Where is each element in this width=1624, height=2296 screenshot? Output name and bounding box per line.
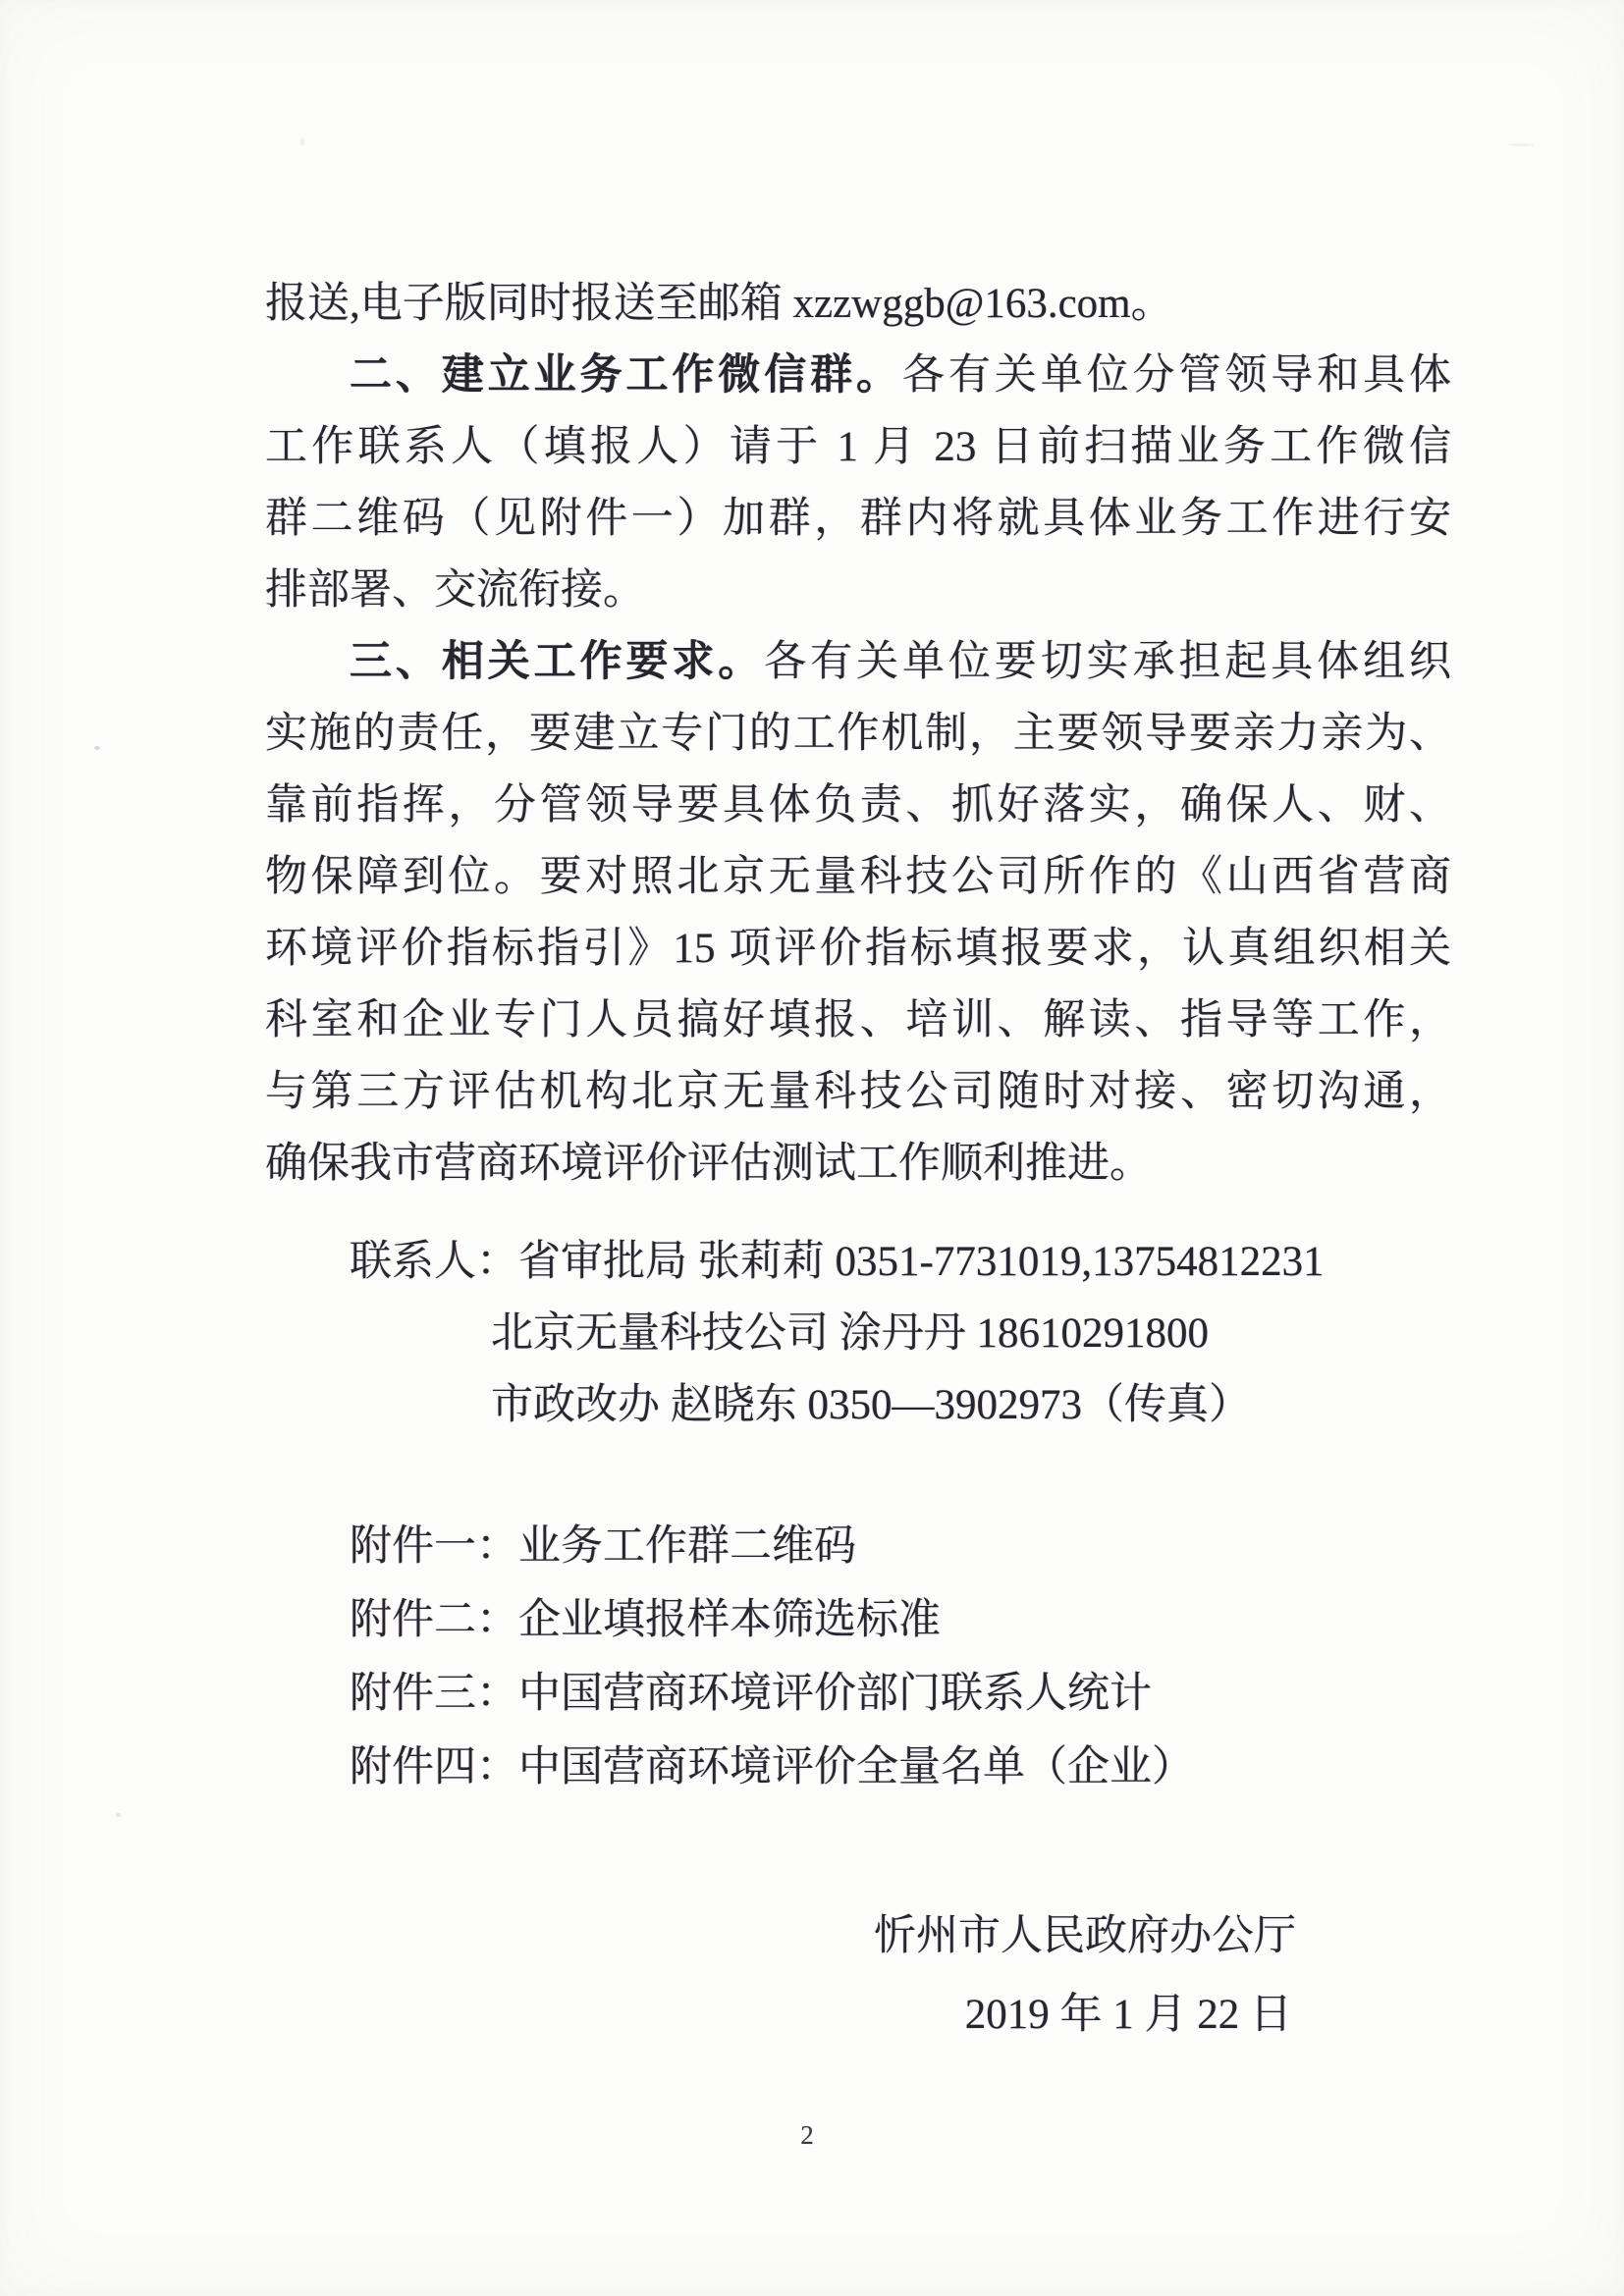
body-line bbox=[265, 770, 1451, 841]
body-line bbox=[265, 411, 1451, 483]
scan-speck bbox=[1509, 143, 1535, 146]
body-line-text: 科室和企业专门人员搞好填报、培训、解读、指导等工作， bbox=[265, 997, 1451, 1043]
attachment-item bbox=[265, 1583, 1451, 1657]
contact-line bbox=[265, 1298, 1451, 1369]
contact-entry: 市政改办 赵晓东 0350—3902973（传真） bbox=[491, 1382, 1251, 1428]
body-line bbox=[265, 340, 1451, 411]
page-number: 2 bbox=[800, 2120, 814, 2150]
scan-speck bbox=[94, 746, 100, 750]
attachment-label: 附件二： bbox=[350, 1597, 518, 1643]
section-heading: 三、相关工作要求。 bbox=[350, 639, 765, 685]
document-body bbox=[265, 268, 1451, 2055]
body-line bbox=[265, 698, 1451, 770]
body-line-text: 确保我市营商环境评价评估测试工作顺利推进。 bbox=[265, 1141, 1152, 1187]
body-line-text: 排部署、交流衔接。 bbox=[265, 567, 645, 614]
body-line bbox=[265, 483, 1451, 555]
body-line-text: 群二维码（见附件一）加群，群内将就具体业务工作进行安 bbox=[265, 496, 1451, 542]
issuing-agency: 忻州市人民政府办公厅 bbox=[874, 1913, 1296, 1959]
body-line-text: 各有关单位要切实承担起具体组织 bbox=[764, 639, 1452, 685]
body-line-text: 靠前指挥，分管领导要具体负责、抓好落实，确保人、财、 bbox=[265, 782, 1451, 828]
contact-line bbox=[265, 1369, 1451, 1441]
body-line bbox=[265, 555, 1451, 626]
contact-entry: 北京无量科技公司 涂丹丹 18610291800 bbox=[491, 1310, 1209, 1357]
contact-block bbox=[265, 1226, 1451, 1441]
body-line bbox=[265, 985, 1451, 1056]
attachment-title: 中国营商环境评价部门联系人统计 bbox=[518, 1671, 1152, 1717]
body-line-text: 各有关单位分管领导和具体 bbox=[901, 352, 1452, 399]
body-line-text: 工作联系人（填报人）请于 1 月 23 日前扫描业务工作微信 bbox=[265, 424, 1451, 470]
attachment-title: 中国营商环境评价全量名单（企业） bbox=[518, 1744, 1194, 1790]
contact-entry: 省审批局 张莉莉 0351-7731019,13754812231 bbox=[518, 1239, 1325, 1285]
attachment-title: 企业填报样本筛选标准 bbox=[518, 1597, 941, 1643]
contact-label: 联系人： bbox=[350, 1239, 518, 1285]
body-line-text: 报送,电子版同时报送至邮箱 xzzwggb@163.com。 bbox=[265, 281, 1173, 327]
attachment-title: 业务工作群二维码 bbox=[518, 1523, 856, 1570]
scan-speck bbox=[300, 137, 304, 146]
issue-date: 2019 年 1 月 22 日 bbox=[964, 1992, 1292, 2038]
contact-line bbox=[265, 1226, 1451, 1298]
body-line-text: 实施的责任，要建立专门的工作机制，主要领导要亲力亲为、 bbox=[265, 711, 1451, 757]
signature-block bbox=[265, 1897, 1451, 2055]
body-line bbox=[265, 913, 1451, 985]
section-heading: 二、建立业务工作微信群。 bbox=[350, 352, 902, 399]
attachment-label: 附件四： bbox=[350, 1744, 518, 1790]
body-line bbox=[265, 841, 1451, 913]
attachment-item bbox=[265, 1510, 1451, 1583]
body-line-text: 物保障到位。要对照北京无量科技公司所作的《山西省营商 bbox=[265, 854, 1451, 900]
attachment-item bbox=[265, 1657, 1451, 1731]
scan-speck bbox=[116, 1813, 121, 1817]
attachment-item bbox=[265, 1731, 1451, 1804]
attachment-list bbox=[265, 1510, 1451, 1804]
attachment-label: 附件三： bbox=[350, 1671, 518, 1717]
body-line bbox=[265, 626, 1451, 698]
body-line-text: 环境评价指标指引》15 项评价指标填报要求，认真组织相关 bbox=[265, 926, 1451, 972]
body-line bbox=[265, 1128, 1451, 1200]
body-line bbox=[265, 1056, 1451, 1128]
attachment-label: 附件一： bbox=[350, 1523, 518, 1570]
body-line-text: 与第三方评估机构北京无量科技公司随时对接、密切沟通， bbox=[265, 1069, 1451, 1115]
body-line bbox=[265, 268, 1451, 340]
